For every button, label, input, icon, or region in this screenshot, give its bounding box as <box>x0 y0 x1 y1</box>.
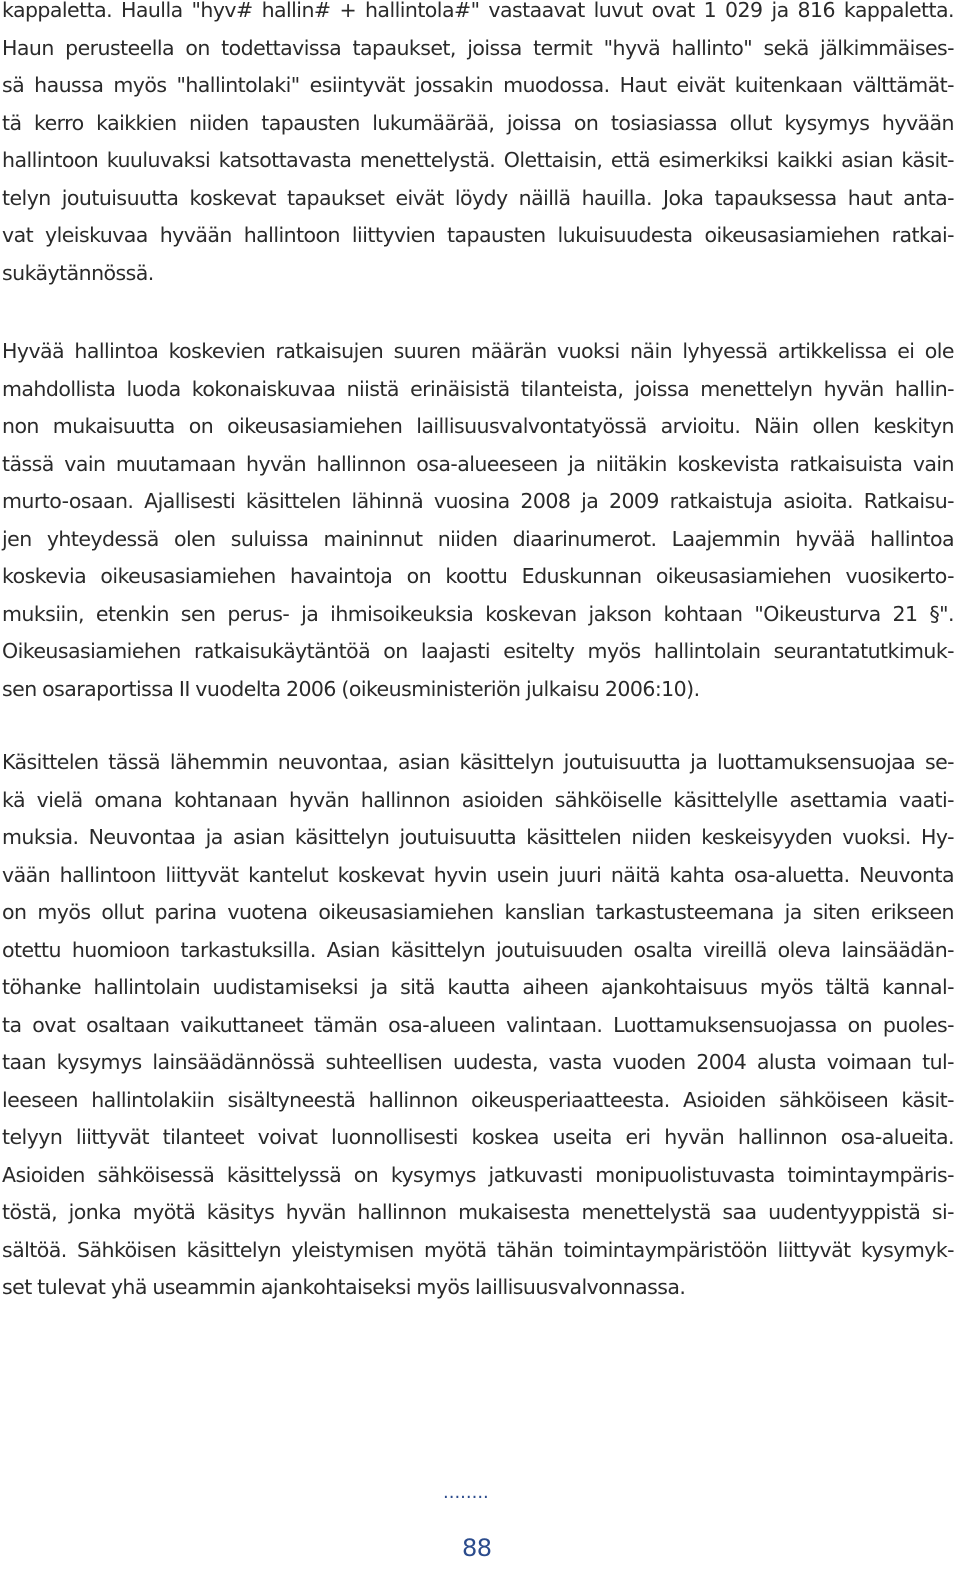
paragraph-line: tä kerro kaikkien niiden tapausten lukumäärää, joissa on tosiasiassa ollut kysymys hyvään <box>2 110 954 135</box>
paragraph-line: muksia. Neuvontaa ja asian käsittelyn joutuisuutta käsittelen niiden keskeisyyden vuoksi. Hy- <box>2 825 954 849</box>
paragraph-line: jen yhteydessä olen suluissa maininnut niiden diaarinumerot. Laajemmin hyvää hallintoa <box>2 526 954 551</box>
paragraph-line: sen osaraportissa II vuodelta 2006 (oikeusministeriön julkaisu 2006:10). <box>2 676 700 701</box>
footer-dots: ........ <box>443 1482 489 1503</box>
paragraph-line: mahdollista luoda kokonaiskuvaa niistä erinäisistä tilanteista, joissa menettelyn hyvän hallin- <box>2 376 954 401</box>
paragraph-line: vat yleiskuvaa hyvään hallintoon liittyvien tapausten lukuisuudesta oikeusasiamiehen ratkai- <box>2 223 954 247</box>
paragraph-line: kappaletta. Haulla "hyv# hallin# + hallintola#" vastaavat luvut ovat 1 029 ja 816 kappaletta. <box>2 0 954 22</box>
paragraph-search-results <box>2 0 954 292</box>
paragraph-line: taan kysymys lainsäädännössä suhteellisen uudesta, vasta vuoden 2004 alusta voimaan tul- <box>2 1050 954 1074</box>
paragraph-line: murto-osaan. Ajallisesti käsittelen lähinnä vuosina 2008 ja 2009 ratkaistuja asioita. Ratkaisu- <box>2 489 954 513</box>
paragraph-line: telyn joutuisuutta koskevat tapaukset eivät löydy näillä hauilla. Joka tapauksessa haut anta- <box>2 185 954 210</box>
paragraph-line: ta ovat osaltaan vaikuttaneet tämän osa-alueen valintaan. Luottamuksensuojassa on puoles- <box>2 1012 954 1037</box>
paragraph-line: sukäytännössä. <box>2 260 154 285</box>
paragraph-line: Asioiden sähköisessä käsittelyssä on kysymys jatkuvasti monipuolistuvasta toimintaympäris- <box>2 1162 954 1187</box>
paragraph-line: otettu huomioon tarkastuksilla. Asian käsittelyn joutuisuuden osalta vireillä oleva lainsäädän- <box>2 937 954 962</box>
paragraph-line: Käsittelen tässä lähemmin neuvontaa, asian käsittelyn joutuisuutta ja luottamuksensuojaa se- <box>2 750 954 774</box>
paragraph-line: muksiin, etenkin sen perus- ja ihmisoikeuksia koskevan jakson kohtaan "Oikeusturva 21 §". <box>2 601 954 626</box>
paragraph-line: vään hallintoon liittyvät kantelut koskevat hyvin usein juuri näitä kahta osa-aluetta. Neuvonta <box>2 862 954 887</box>
paragraph-line: on myös ollut parina vuotena oikeusasiamiehen kanslian tarkastusteemana ja siten erikseen <box>2 900 954 924</box>
paragraph-line: töhanke hallintolain uudistamiseksi ja sitä kautta aiheen ajankohtaisuus myös tältä kannal- <box>2 975 954 999</box>
paragraph-line: koskevia oikeusasiamiehen havaintoja on koottu Eduskunnan oikeusasiamiehen vuosikerto- <box>2 564 954 588</box>
paragraph-topics <box>2 744 954 1307</box>
paragraph-line: Haun perusteella on todettavissa tapaukset, joissa termit "hyvä hallinto" sekä jälkimmäises- <box>2 35 954 60</box>
paragraph-line: telyyn liittyvät tilanteet voivat luonnollisesti koskea useita eri hyvän hallinnon osa-alueita. <box>2 1125 954 1149</box>
page-number: 88 <box>462 1534 492 1562</box>
paragraph-line: tässä vain muutamaan hyvän hallinnon osa-alueeseen ja niitäkin koskevista ratkaisuista vain <box>2 451 954 476</box>
paragraph-line: sältöä. Sähköisen käsittelyn yleistymisen myötä tähän toimintaympäristöön liittyvät kysymyk- <box>2 1237 954 1262</box>
paragraph-line: leeseen hallintolakiin sisältyneestä hallinnon oikeusperiaatteesta. Asioiden sähköiseen käsit- <box>2 1087 954 1112</box>
paragraph-line: kä vielä omana kohtanaan hyvän hallinnon asioiden sähköiselle käsittelylle asettamia vaati- <box>2 787 954 812</box>
paragraph-line: Oikeusasiamiehen ratkaisukäytäntöä on laajasti esitelty myös hallintolain seurantatutkimuk- <box>2 639 954 663</box>
paragraph-scope <box>2 333 954 708</box>
paragraph-line: non mukaisuutta on oikeusasiamiehen laillisuusvalvontatyössä arvioitu. Näin ollen keskityn <box>2 414 954 438</box>
paragraph-line: Hyvää hallintoa koskevien ratkaisujen suuren määrän vuoksi näin lyhyessä artikkelissa ei ole <box>2 339 954 363</box>
paragraph-line: sä haussa myös "hallintolaki" esiintyvät jossakin muodossa. Haut eivät kuitenkaan välttämät- <box>2 73 954 97</box>
paragraph-line: hallintoon kuuluvaksi katsottavasta menettelystä. Olettaisin, että esimerkiksi kaikki asian käsit- <box>2 148 954 172</box>
paragraph-line: set tulevat yhä useammin ajankohtaiseksi myös laillisuusvalvonnassa. <box>2 1275 686 1299</box>
paragraph-line: töstä, jonka myötä käsitys hyvän hallinnon mukaisesta menettelystä saa uudentyyppistä si- <box>2 1200 954 1224</box>
